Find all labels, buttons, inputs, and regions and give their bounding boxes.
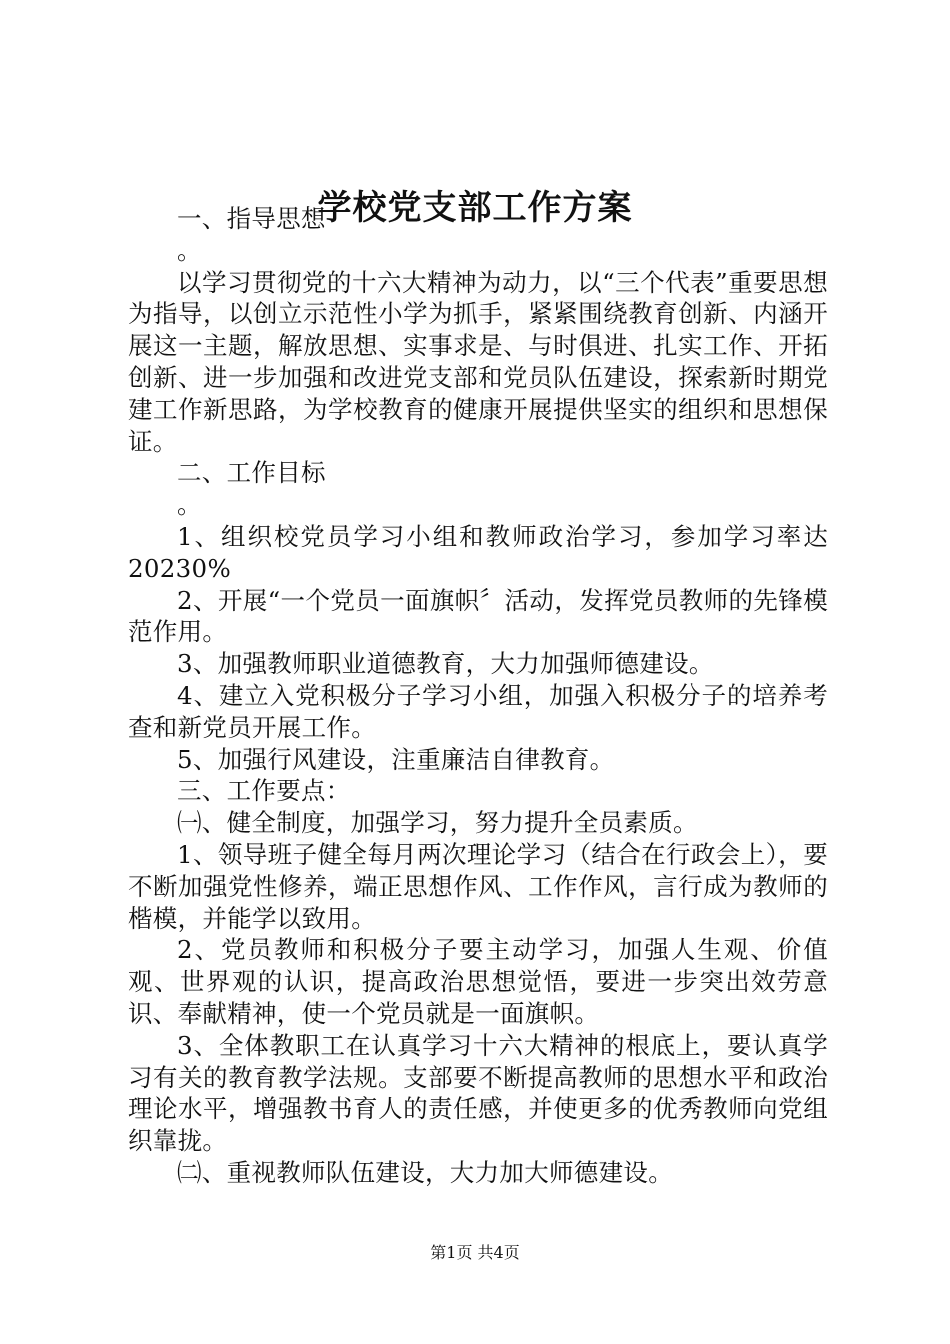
key-point-item-2: 2、党员教师和积极分子要主动学习，加强人生观、价值观、世界观的认识，提高政治思想觉悟，要进一步突出效劳意识、奉献精神，使一个党员就是一面旗帜。 xyxy=(128,935,828,1028)
section-heading-3: 三、工作要点： xyxy=(177,776,351,806)
document-title: 学校党支部工作方案 xyxy=(317,188,633,228)
section-heading-2: 二、工作目标 xyxy=(177,458,326,488)
section-mark-1: 。 xyxy=(177,235,202,265)
subsection-heading-2: ㈡、重视教师队伍建设，大力加大师德建设。 xyxy=(177,1157,673,1187)
section-mark-2: 。 xyxy=(177,490,202,520)
goal-item-1: 1、组织校党员学习小组和教师政治学习，参加学习率达20230% xyxy=(128,521,828,583)
paragraph-guiding-ideology: 以学习贯彻党的十六大精神为动力，以“三个代表”重要思想为指导，以创立示范性小学为抓手，紧紧围绕教育创新、内涵开展这一主题，解放思想、实事求是、与时俱进、扎实工作、开拓创新、进一步加强和改进党支部和党员队伍建设，探索新时期党建工作新思路，为学校教育的健康开展提供坚实的组织和思想保证。 xyxy=(128,267,828,456)
section-heading-1: 一、指导思想 xyxy=(177,204,326,233)
document-body xyxy=(128,203,828,1189)
goal-item-3: 3、加强教师职业道德教育，大力加强师德建设。 xyxy=(177,649,714,679)
key-point-item-3: 3、全体教职工在认真学习十六大精神的根底上，要认真学习有关的教育教学法规。支部要不断提高教师的思想水平和政治理论水平，增强教书育人的责任感，并使更多的优秀教师向党组织靠拢。 xyxy=(128,1030,828,1156)
page-footer: 第1页 共4页 xyxy=(430,1243,520,1262)
subsection-heading-1: ㈠、健全制度，加强学习，努力提升全员素质。 xyxy=(177,808,698,838)
key-point-item-1: 1、领导班子健全每月两次理论学习（结合在行政会上），要不断加强党性修养，端正思想作风、工作作风，言行成为教师的楷模，并能学以致用。 xyxy=(128,839,828,933)
goal-item-5: 5、加强行风建设，注重廉洁自律教育。 xyxy=(177,744,615,774)
goal-item-4: 4、建立入党积极分子学习小组，加强入积极分子的培养考查和新党员开展工作。 xyxy=(128,680,828,742)
goal-item-2: 2、开展“一个党员一面旗帜〞活动，发挥党员教师的先锋模范作用。 xyxy=(128,585,828,647)
